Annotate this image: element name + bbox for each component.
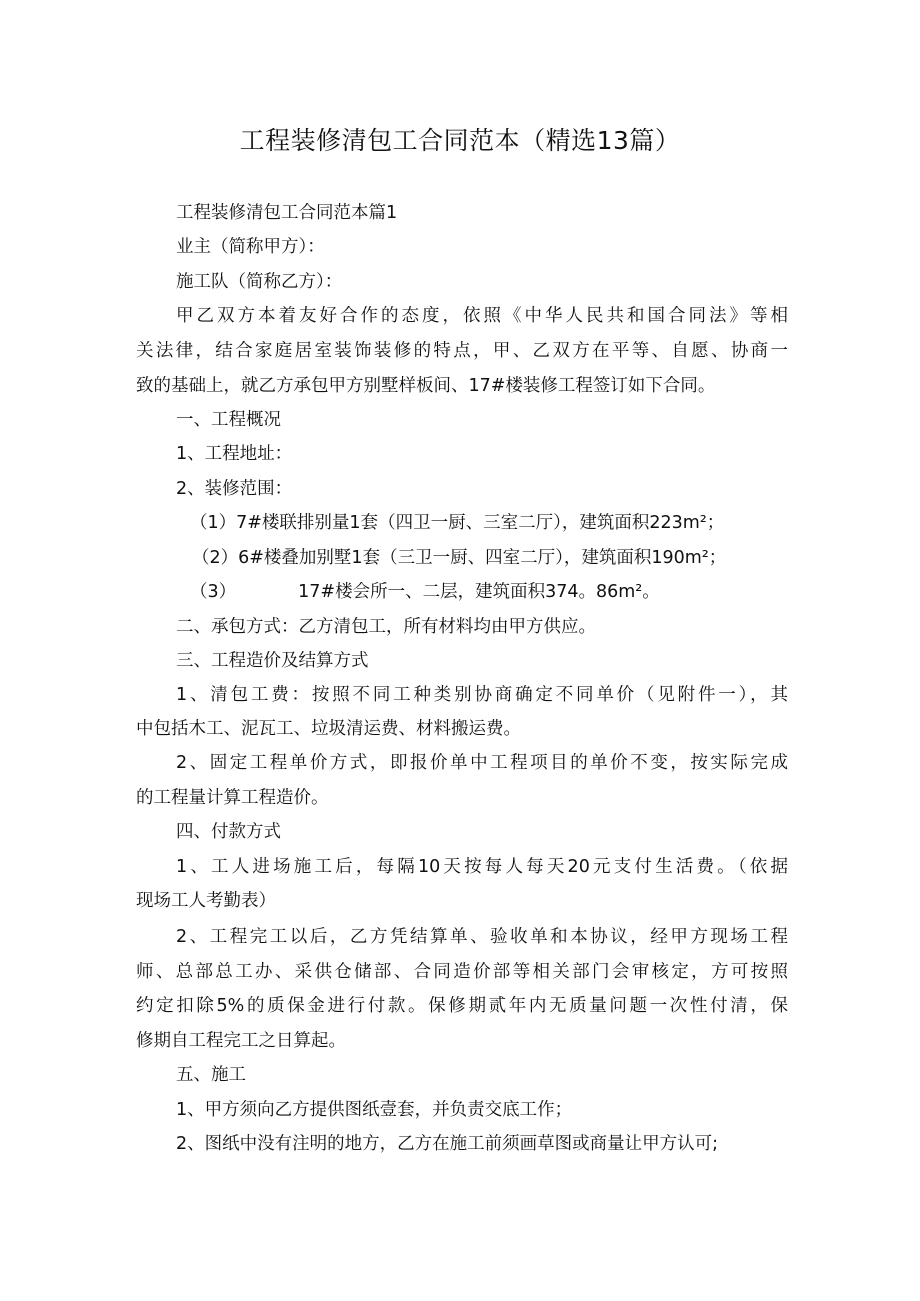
section-4-heading: 四、付款方式 xyxy=(176,822,281,842)
scope-range-3-label: （3） xyxy=(190,582,237,602)
section-4-para-1-line-2: 现场工人考勤表） xyxy=(136,891,276,911)
intro-line-2: 关法律，结合家庭居室装饰装修的特点，甲、乙双方在平等、自愿、协商一 xyxy=(136,341,788,361)
section-1-heading: 一、工程概况 xyxy=(176,410,281,430)
section-4-para-2-line-3: 约定扣除5%的质保金进行付款。保修期贰年内无质量问题一次性付清，保 xyxy=(136,996,788,1016)
section-3-heading: 三、工程造价及结算方式 xyxy=(176,651,369,671)
intro-line-3: 致的基础上，就乙方承包甲方别墅样板间、17#楼装修工程签订如下合同。 xyxy=(136,376,716,396)
scope-range-2: （2）6#楼叠加别墅1套（三卫一厨、四室二厅），建筑面积190m²； xyxy=(192,548,727,568)
section-4-para-2-line-2: 师、总部总工办、采供仓储部、合同造价部等相关部门会审核定，方可按照 xyxy=(136,962,788,982)
section-1-item-address: 1、工程地址： xyxy=(176,444,293,464)
section-3-para-1-line-1: 1、清包工费：按照不同工种类别协商确定不同单价（见附件一），其 xyxy=(176,685,788,705)
scope-range-1: （1）7#楼联排别量1套（四卫一厨、三室二厅），建筑面积223m²； xyxy=(190,513,725,533)
section-3-para-2-line-2: 的工程量计算工程造价。 xyxy=(136,788,329,808)
section-2: 二、承包方式：乙方清包工，所有材料均由甲方供应。 xyxy=(176,617,596,637)
section-1-item-scope: 2、装修范围： xyxy=(176,479,293,499)
scope-range-3 xyxy=(190,575,842,609)
owner-line: 业主（简称甲方）： xyxy=(176,237,325,257)
section-4-para-1-line-1: 1、工人进场施工后，每隔10天按每人每天20元支付生活费。（依据 xyxy=(176,857,788,877)
section-heading: 工程装修清包工合同范本篇1 xyxy=(176,203,398,223)
section-3-para-1-line-2: 中包括木工、泥瓦工、垃圾清运费、材料搬运费。 xyxy=(136,719,521,739)
section-5-item-2: 2、图纸中没有注明的地方，乙方在施工前须画草图或商量让甲方认可; xyxy=(176,1134,719,1154)
intro-line-1: 甲乙双方本着友好合作的态度，依照《中华人民共和国合同法》等相 xyxy=(176,306,788,326)
section-5-heading: 五、施工 xyxy=(176,1065,246,1085)
section-4-para-2-line-1: 2、工程完工以后，乙方凭结算单、验收单和本协议，经甲方现场工程 xyxy=(176,927,788,947)
section-5-item-1: 1、甲方须向乙方提供图纸壹套，并负责交底工作； xyxy=(176,1100,573,1120)
scope-range-3-text: 17#楼会所一、二层，建筑面积374。86m²。 xyxy=(298,582,660,602)
contractor-line: 施工队（简称乙方）： xyxy=(176,272,343,292)
section-4-para-2-line-4: 修期自工程完工之日算起。 xyxy=(136,1031,346,1051)
section-3-para-2-line-1: 2、固定工程单价方式，即报价单中工程项目的单价不变，按实际完成 xyxy=(176,753,788,773)
document-title: 工程装修清包工合同范本（精选13篇） xyxy=(239,126,681,155)
